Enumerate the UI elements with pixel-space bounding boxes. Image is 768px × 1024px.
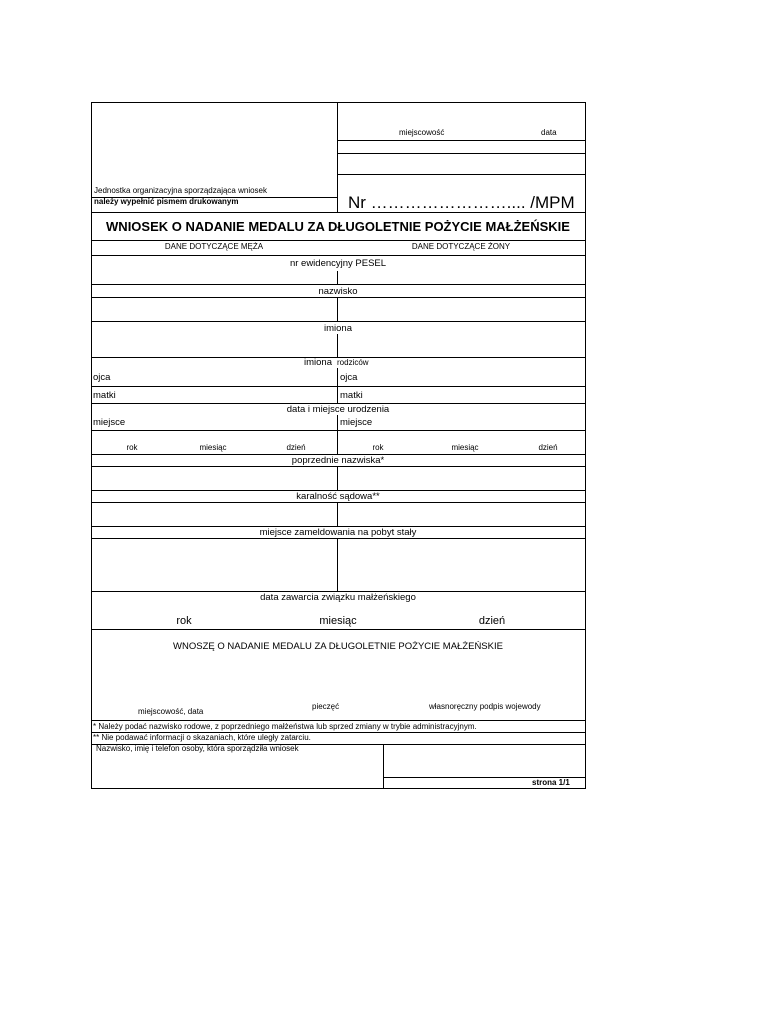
footnote-1: * Należy podać nazwisko rodowe, z poprzedniego małżeństwa lub sprzed zmiany w trybie administracyjnym. (93, 722, 477, 731)
criminal-record-label: karalność sądowa** (296, 491, 380, 502)
header-divider (337, 102, 338, 212)
column-divider (337, 538, 338, 591)
row-line (91, 255, 586, 256)
application-number: Nr …………………….... /MPM (348, 193, 575, 212)
marriage-date-label: data zawarcia związku małżeńskiego (260, 592, 416, 603)
footnote-2: ** Nie podawać informacji o skazaniach, które uległy zatarciu. (93, 733, 311, 742)
place-label: miejscowość (399, 128, 445, 137)
birth-month-label-husband: miesiąc (199, 443, 227, 452)
birth-label: data i miejsce urodzenia (286, 404, 390, 415)
header-line (337, 153, 585, 154)
father-label-husband: ojca (93, 372, 111, 383)
row-line (91, 297, 586, 298)
row-line (91, 629, 586, 630)
row-line (91, 466, 586, 467)
date-label: data (541, 128, 557, 137)
column-divider (337, 502, 338, 526)
request-statement: WNOSZĘ O NADANIE MEDALU ZA DŁUGOLETNIE POŻYCIE MAŁŻEŃSKIE (173, 641, 503, 652)
form-border-top (91, 102, 586, 103)
parents-names-label-b: rodziców (337, 358, 369, 367)
birth-year-label-husband: rok (126, 443, 138, 452)
wife-column-label: DANE DOTYCZĄCE ŻONY (411, 242, 511, 251)
column-divider (337, 466, 338, 490)
form-border-bottom (91, 788, 586, 789)
father-label-wife: ojca (340, 372, 358, 383)
birthplace-label-wife: miejsce (340, 417, 373, 428)
residence-label: miejsce zameldowania na pobyt stały (259, 527, 417, 538)
row-line (91, 284, 586, 285)
first-names-label: imiona (324, 323, 352, 334)
marriage-day-label: dzień (478, 615, 506, 627)
mother-label-wife: matki (340, 390, 363, 401)
birth-day-label-wife: dzień (538, 443, 558, 452)
parents-names-label-a: imiona (304, 357, 332, 368)
pesel-label: nr ewidencyjny PESEL (289, 258, 387, 269)
row-line (91, 720, 586, 721)
surname-label: nazwisko (318, 286, 358, 297)
header-line (337, 174, 585, 175)
header-line (337, 140, 585, 141)
row-line (91, 386, 586, 387)
row-line (91, 430, 586, 431)
previous-surnames-label: poprzednie nazwiska* (291, 455, 385, 466)
birth-day-label-husband: dzień (286, 443, 306, 452)
marriage-month-label: miesiąc (319, 615, 357, 627)
marriage-year-label: rok (176, 615, 192, 627)
page-number: strona 1/1 (532, 778, 570, 787)
form-border-right (585, 102, 586, 789)
birth-year-label-wife: rok (372, 443, 384, 452)
form-border-left (91, 102, 92, 789)
form-title: WNIOSEK O NADANIE MEDALU ZA DŁUGOLETNIE POŻYCIE MAŁŻEŃSKIE (106, 219, 570, 234)
column-divider (337, 415, 338, 454)
header-line (91, 212, 586, 213)
preparer-label: Nazwisko, imię i telefon osoby, która sporządziła wniosek (96, 744, 299, 753)
column-divider (337, 271, 338, 284)
husband-column-label: DANE DOTYCZĄCE MĘŻA (164, 242, 264, 251)
birth-month-label-wife: miesiąc (451, 443, 479, 452)
governor-signature-label: własnoręczny podpis wojewody (429, 702, 541, 711)
row-line (91, 502, 586, 503)
unit-note: należy wypełnić pismem drukowanym (94, 197, 239, 206)
title-line (91, 240, 586, 241)
row-line (91, 538, 586, 539)
birthplace-label-husband: miejsce (93, 417, 126, 428)
preparer-divider (383, 744, 384, 789)
row-line (91, 321, 586, 322)
column-divider (337, 334, 338, 357)
column-divider (337, 297, 338, 322)
stamp-label: pieczęć (312, 702, 340, 711)
signature-place-date-label: miejscowość, data (138, 707, 204, 716)
unit-label: Jednostka organizacyjna sporządzająca wniosek (94, 186, 267, 195)
mother-label-husband: matki (93, 390, 116, 401)
